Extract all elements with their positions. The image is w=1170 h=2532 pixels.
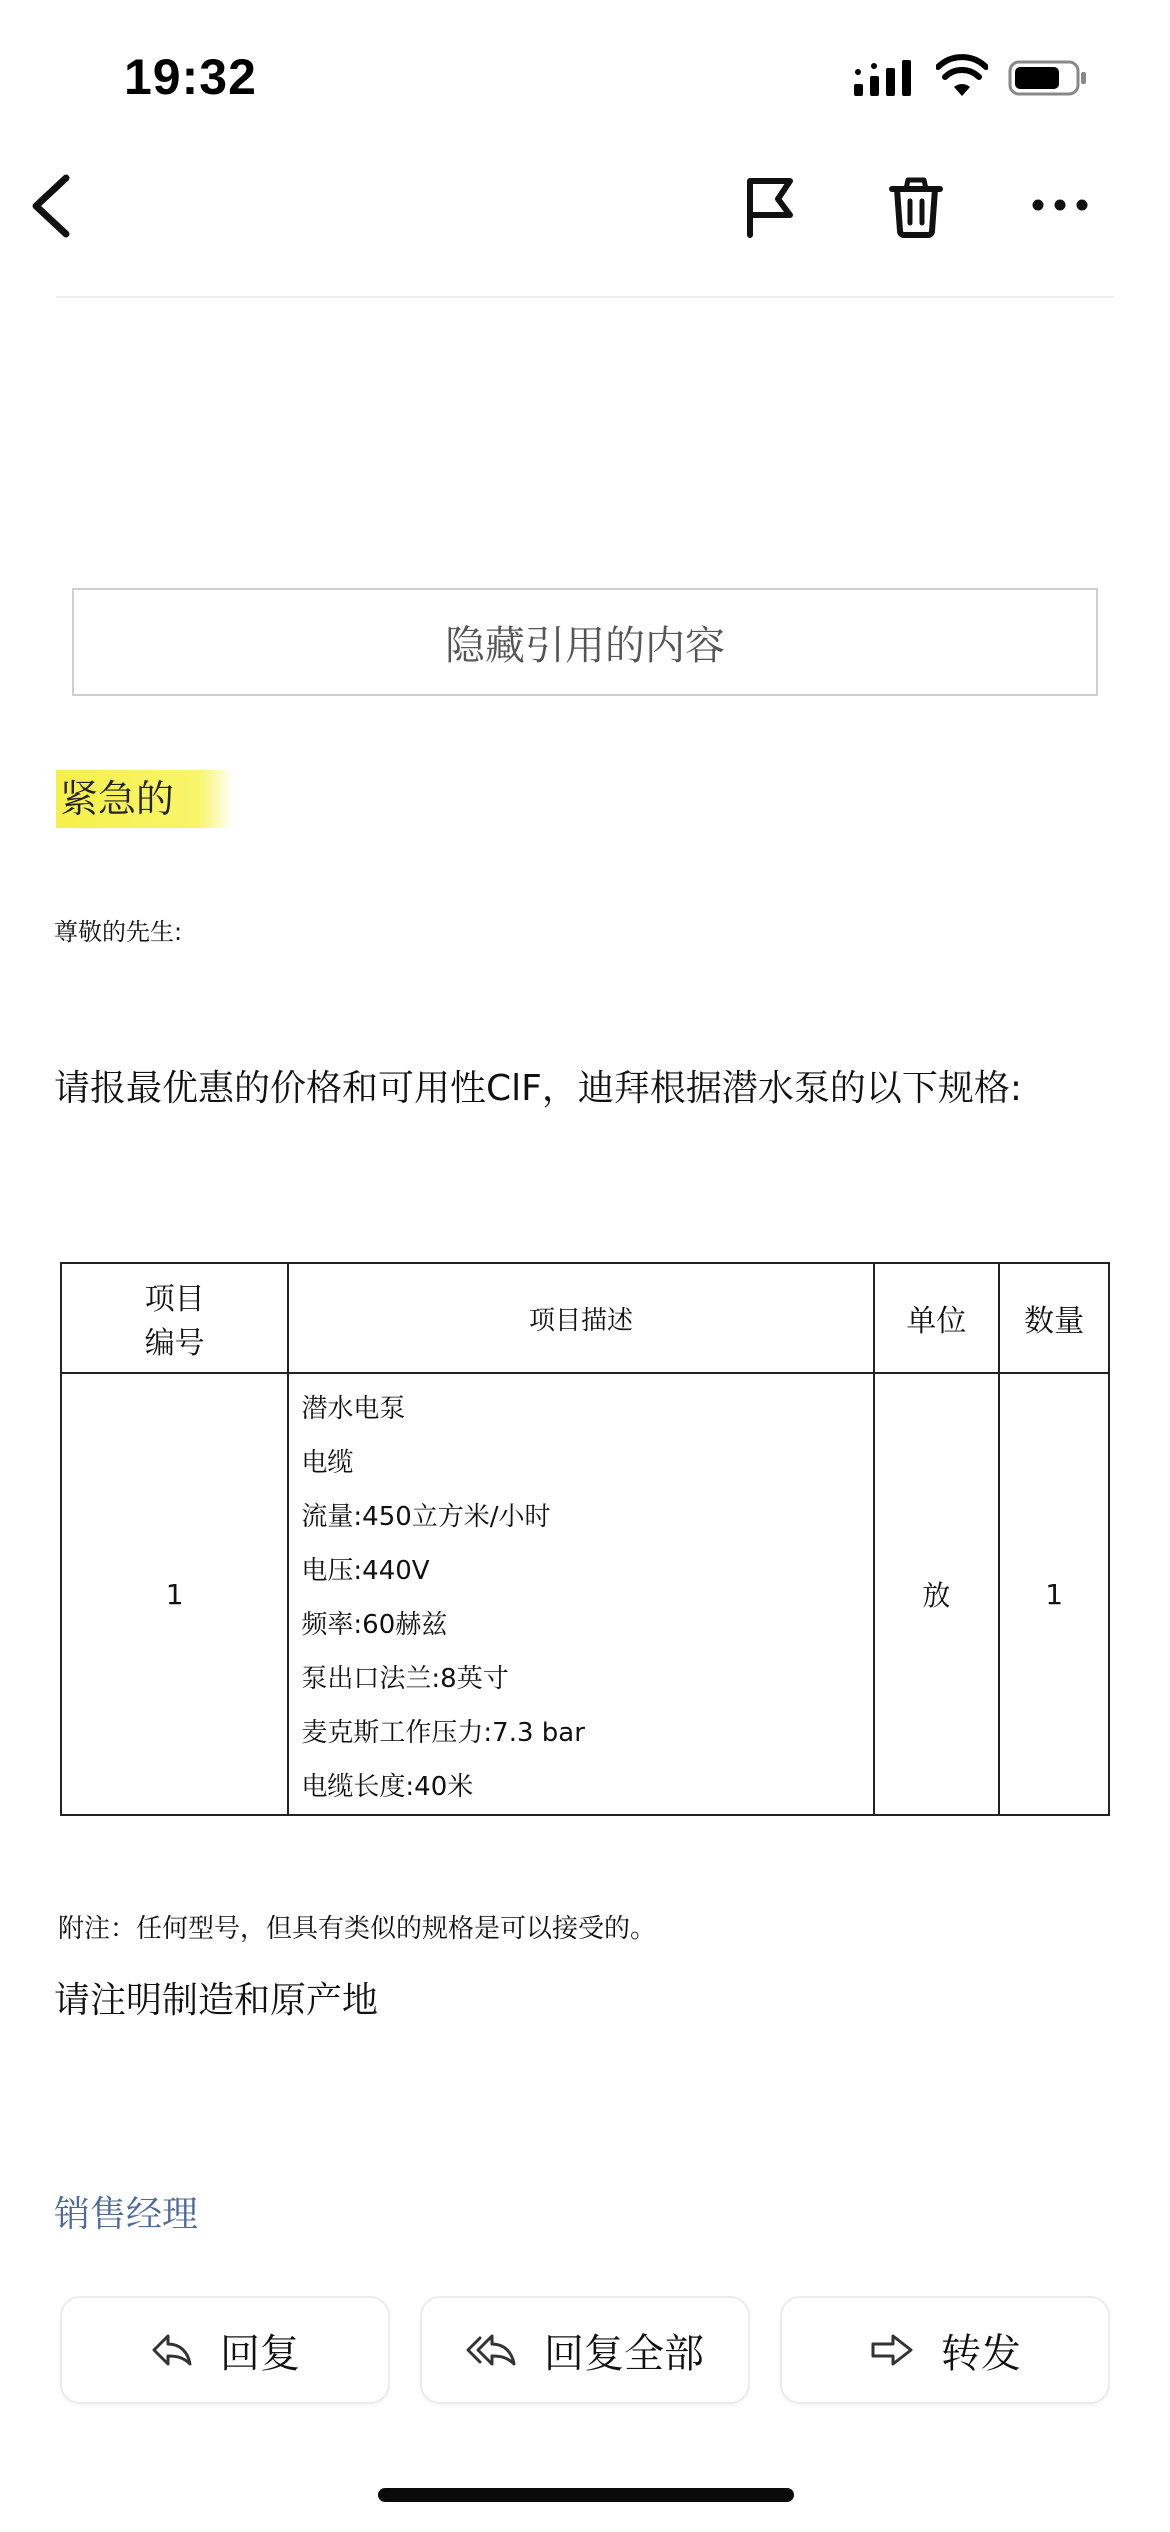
reply-all-label: 回复全部 — [544, 2330, 704, 2377]
battery-icon — [1008, 60, 1088, 96]
reply-icon — [150, 2332, 194, 2368]
status-bar — [0, 0, 1170, 150]
reply-label: 回复 — [220, 2330, 300, 2377]
forward-button[interactable] — [780, 2296, 1110, 2404]
table-row — [61, 1373, 1109, 1815]
nav-bar — [0, 150, 1170, 300]
trash-icon[interactable] — [884, 175, 948, 239]
forward-label: 转发 — [941, 2330, 1021, 2377]
request-text: 请报最优惠的价格和可用性ClF，迪拜根据潜水泵的以下规格: — [54, 1068, 1022, 1109]
more-icon[interactable] — [1030, 190, 1090, 220]
forward-arrow-icon — [869, 2332, 915, 2368]
note-text: 附注：任何型号，但具有类似的规格是可以接受的。 — [58, 1914, 657, 1944]
salutation: 尊敬的先生: — [54, 918, 183, 946]
description-line: 流量:450立方米/小时 — [301, 1502, 551, 1532]
cell-item-no: 1 — [61, 1373, 288, 1815]
cell-unit: 放 — [874, 1373, 1000, 1815]
header-unit: 单位 — [874, 1263, 1000, 1373]
urgent-label: 紧急的 — [56, 770, 234, 828]
nav-divider — [56, 296, 1114, 298]
description-line: 潜水电泵 — [301, 1394, 406, 1424]
description-line: 麦克斯工作压力:7.3 bar — [301, 1718, 585, 1748]
header-item-no-line2: 编号 — [144, 1326, 205, 1361]
description-line: 电压:440V — [301, 1556, 430, 1586]
cell-quantity: 1 — [999, 1373, 1109, 1815]
reply-button[interactable] — [60, 2296, 390, 2404]
description-line: 电缆 — [301, 1448, 354, 1478]
cell-description — [288, 1373, 873, 1815]
reply-all-icon — [466, 2332, 518, 2368]
spec-table — [60, 1262, 1110, 1816]
flag-icon[interactable] — [740, 175, 804, 239]
status-time: 19:32 — [124, 49, 257, 105]
home-indicator[interactable] — [378, 2488, 794, 2502]
header-description: 项目描述 — [288, 1263, 873, 1373]
signal-icon — [852, 58, 916, 98]
header-quantity: 数量 — [999, 1263, 1109, 1373]
table-header-row — [61, 1263, 1109, 1373]
reply-all-button[interactable] — [420, 2296, 750, 2404]
origin-request-text: 请注明制造和原产地 — [54, 1980, 379, 2021]
signature: 销售经理 — [54, 2194, 199, 2235]
back-chevron-icon[interactable] — [22, 172, 78, 240]
description-line: 泵出口法兰:8英寸 — [301, 1664, 509, 1694]
header-item-no — [61, 1263, 288, 1373]
description-line: 频率:60赫兹 — [301, 1610, 448, 1640]
wifi-icon — [936, 54, 988, 98]
description-line: 电缆长度:40米 — [301, 1772, 474, 1802]
show-quoted-content-button[interactable]: 隐藏引用的内容 — [72, 588, 1098, 696]
header-item-no-line1: 项目 — [144, 1282, 205, 1317]
